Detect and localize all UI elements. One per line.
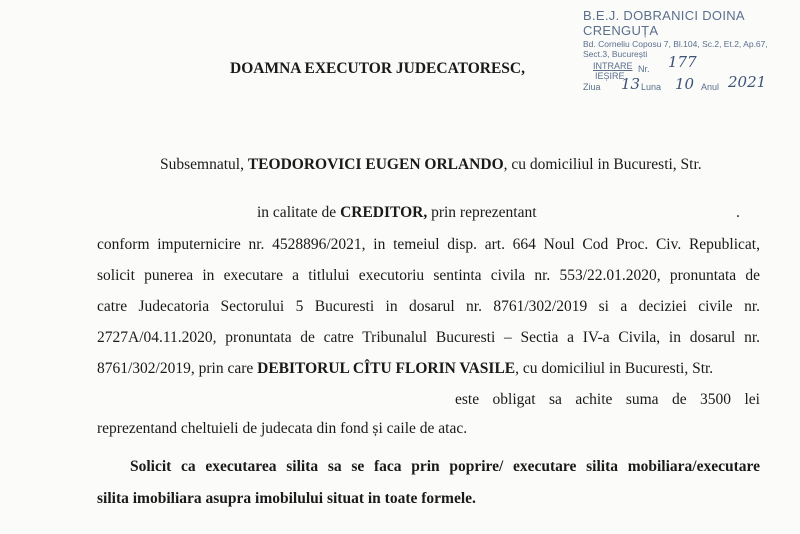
- stamp-luna-label: Luna: [641, 82, 662, 92]
- body-line-debtor: 8761/302/2019, prin care DEBITORUL CÎTU FLORIN VASILE, cu domiciliul in Bucuresti, Str.: [97, 360, 714, 377]
- stamp-anul: 2021: [728, 73, 767, 91]
- stamp-office: B.E.J. DOBRANICI DOINA CRENGUȚA: [583, 8, 745, 38]
- paragraph-role: in calitate de CREDITOR, prin reprezentant: [257, 204, 537, 221]
- creditor-role: CREDITOR,: [340, 204, 428, 221]
- stamp-ziua-label: Ziua: [583, 82, 601, 92]
- body-line: catre Judecatoria Sectorului 5 Bucuresti in dosarul nr. 8761/302/2019 si a deciziei civile nr.: [97, 298, 760, 315]
- body-line: 2727A/04.11.2020, pronuntata de catre Tribunalul Bucuresti – Sectia a IV-a Civila, in dosarul nr.: [97, 329, 760, 346]
- request-line: Solicit ca executarea silita sa se faca prin poprire/ executare silita mobiliara/executare: [130, 458, 760, 475]
- paragraph-creditor: Subsemnatul, TEODOROVICI EUGEN ORLANDO, cu domiciliul in Bucuresti, Str.: [160, 156, 702, 173]
- stamp-intrare: INTRARE: [593, 61, 633, 71]
- role-end: .: [736, 204, 740, 221]
- document-title: DOAMNA EXECUTOR JUDECATORESC,: [230, 60, 525, 77]
- registry-stamp: [583, 8, 783, 91]
- body-line: conform imputernicire nr. 4528896/2021, in temeiul disp. art. 664 Noul Cod Proc. Civ. Republicat,: [97, 236, 760, 253]
- body-line: solicit punerea in executare a titlului executoriu sentinta civila nr. 553/22.01.2020, pronuntata de: [97, 267, 760, 284]
- stamp-luna: 10: [675, 75, 695, 93]
- stamp-nr: 177: [668, 53, 697, 71]
- stamp-anul-label: Anul: [701, 82, 720, 92]
- stamp-nr-label: Nr.: [638, 64, 650, 74]
- request-line: silita imobiliara asupra imobilului situat in toate formele.: [97, 490, 476, 507]
- stamp-iesire: IEȘIRE: [595, 71, 625, 81]
- stamp-ziua: 13: [621, 75, 641, 93]
- body-line: reprezentand cheltuieli de judecata din fond și caile de atac.: [97, 420, 468, 437]
- body-line: este obligat sa achite suma de 3500 lei: [455, 391, 760, 408]
- debtor-name: DEBITORUL CÎTU FLORIN VASILE: [257, 360, 516, 377]
- stamp-address: Bd. Corneliu Coposu 7, Bl.104, Sc.2, Et.2, Ap.67, Sect.3, București: [583, 39, 768, 59]
- creditor-name: TEODOROVICI EUGEN ORLANDO: [247, 156, 504, 173]
